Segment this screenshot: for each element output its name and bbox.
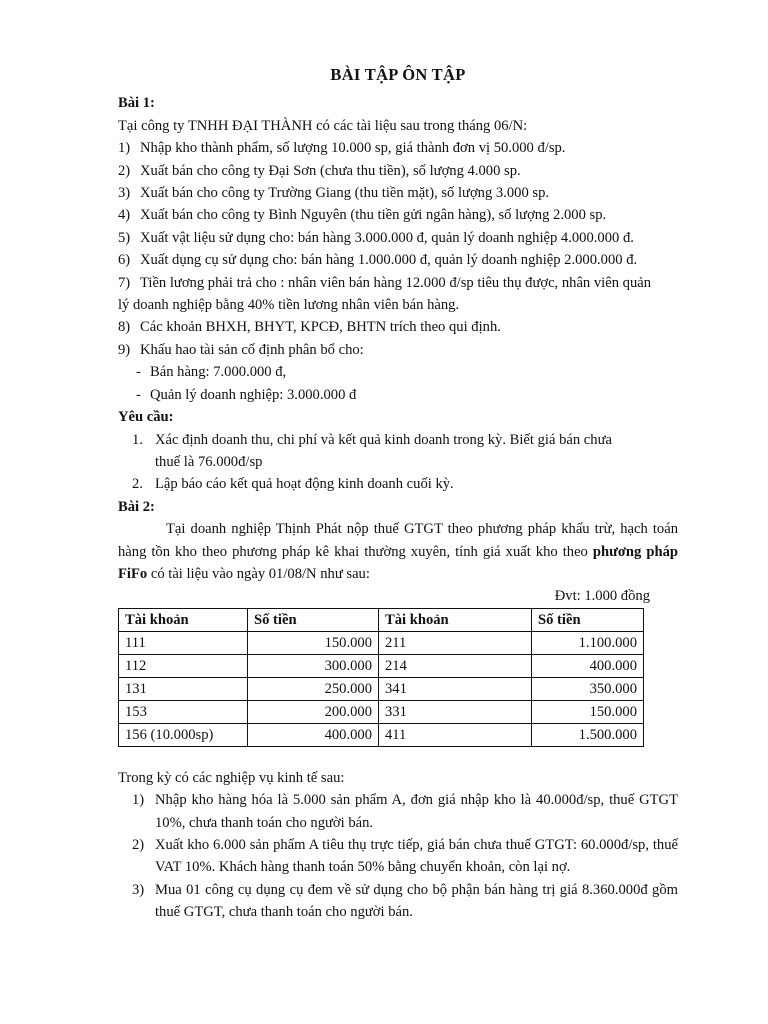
list-item: 2) Xuất bán cho công ty Đại Sơn (chưa thu tiền), số lượng 4.000 sp. — [118, 162, 521, 179]
list-item: 3) Xuất bán cho công ty Trường Giang (thu tiền mặt), số lượng 3.000 sp. — [118, 185, 550, 202]
list-item: 4) Xuất bán cho công ty Bình Nguyên (thu tiền gửi ngân hàng), số lượng 2.000 sp. — [118, 207, 607, 224]
dash-item: - Quản lý doanh nghiệp: 3.000.000 đ — [136, 386, 357, 403]
exercise-1-intro: Tại công ty TNHH ĐẠI THÀNH có các tài liệu sau trong tháng 06/N: — [118, 117, 528, 134]
requirements-list — [118, 429, 678, 496]
table-header-row — [119, 608, 644, 631]
operations-heading: Trong kỳ có các nghiệp vụ kinh tế sau: — [118, 769, 345, 786]
requirements-heading: Yêu cầu: — [118, 409, 174, 426]
operation-item: 1) Nhập kho hàng hóa là 5.000 sản phẩm A, đơn giá nhập kho là 40.000đ/sp, thuế GTGT 10%, chưa thanh toán cho người bán. — [132, 792, 678, 831]
table-row: 156 (10.000sp) 400.000 411 1.500.000 — [119, 723, 644, 746]
operation-item: 3) Mua 01 công cụ dụng cụ đem về sử dụng cho bộ phận bán hàng trị giá 8.360.000đ gồm thuế GTGT, chưa thanh toán cho người bán. — [132, 881, 678, 921]
exercise-1-heading: Bài 1: — [118, 95, 155, 112]
list-item: 8) Các khoản BHXH, BHYT, KPCĐ, BHTN trích theo qui định. — [118, 319, 501, 336]
list-item: 9) Khấu hao tài sản cố định phân bổ cho: — [118, 341, 364, 358]
spacer — [118, 747, 678, 767]
list-item: 6) Xuất dụng cụ sử dụng cho: bán hàng 1.000.000 đ, quản lý doanh nghiệp 2.000.000 đ. — [118, 252, 638, 269]
list-item: 7) Tiền lương phải trả cho : nhân viên bán hàng 12.000 đ/sp tiêu thụ được, nhân viên quản — [118, 274, 652, 291]
list-item: 5) Xuất vật liệu sử dụng cho: bán hàng 3.000.000 đ, quản lý doanh nghiệp 4.000.000 đ. — [118, 229, 634, 246]
requirement-item: 1. Xác định doanh thu, chi phí và kết quả kinh doanh trong kỳ. Biết giá bán chưa thuế là 76.000đ/sp — [132, 431, 612, 470]
account-balance-table — [118, 608, 644, 747]
operations-list — [118, 789, 678, 923]
document-title: BÀI TẬP ÔN TẬP — [330, 65, 466, 84]
exercise-2-intro: Tại doanh nghiệp Thịnh Phát nộp thuế GTGT theo phương pháp khấu trừ, hạch toán hàng tồn kho theo phương pháp kê khai thường xuyên, tính giá xuất kho theo phương pháp FiFo có tài liệu vào ngày 01/08/N như sau: — [118, 521, 679, 582]
column-header: Số tiền — [248, 608, 379, 631]
operation-item: 2) Xuất kho 6.000 sản phẩm A tiêu thụ trực tiếp, giá bán chưa thuế GTGT: 60.000đ/sp, thuế VAT 10%. Khách hàng thanh toán 50% bằng chuyển khoản, còn lại nợ. — [132, 836, 678, 876]
exercise-2-heading: Bài 2: — [118, 498, 155, 515]
column-header: Tài khoản — [119, 608, 248, 631]
table-row: 112 300.000 214 400.000 — [119, 654, 644, 677]
exercise-1-list — [118, 137, 678, 406]
table-row: 153 200.000 331 150.000 — [119, 700, 644, 723]
table-row: 131 250.000 341 350.000 — [119, 677, 644, 700]
requirement-item: 2. Lập báo cáo kết quả hoạt động kinh doanh cuối kỳ. — [132, 476, 454, 493]
column-header: Tài khoản — [379, 608, 532, 631]
list-item: 1) Nhập kho thành phẩm, số lượng 10.000 sp, giá thành đơn vị 50.000 đ/sp. — [118, 140, 566, 157]
list-item-continuation: lý doanh nghiệp bằng 40% tiền lương nhân viên bán hàng. — [118, 297, 460, 314]
dash-item: - Bán hàng: 7.000.000 đ, — [136, 364, 287, 381]
table-row: 111 150.000 211 1.100.000 — [119, 631, 644, 654]
unit-label: Đvt: 1.000 đồng — [554, 588, 650, 605]
column-header: Số tiền — [532, 608, 644, 631]
